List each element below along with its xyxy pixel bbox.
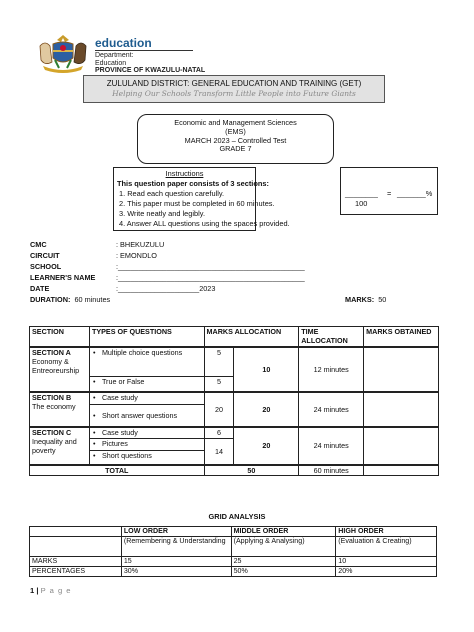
table-row — [30, 427, 439, 439]
grid-analysis-title: GRID ANALYSIS — [208, 512, 266, 521]
district-banner — [83, 75, 385, 103]
question-type: • Pictures — [92, 439, 202, 448]
detail-value: :______________________________________________ — [116, 262, 305, 271]
instruction-item: 3. Write neatly and legibly. — [119, 209, 205, 218]
grid-header-cell — [30, 527, 122, 537]
kzn-coat-of-arms-logo — [35, 32, 91, 74]
header-marks-allocation: MARKS ALLOCATION — [204, 327, 299, 347]
marks-obtained-cell[interactable] — [364, 427, 439, 465]
marks-cell: 14 — [204, 439, 234, 465]
question-type-cell — [89, 377, 204, 392]
section-c-cell — [30, 427, 90, 465]
section-desc: The economy — [32, 401, 76, 411]
detail-value: :____________________2023 — [116, 284, 216, 293]
grid-subheader-low: (Remembering & Understanding — [121, 537, 231, 557]
total-time: 60 minutes — [299, 465, 364, 476]
grid-header-low: LOW ORDER — [121, 527, 231, 537]
grid-cell: 15 — [121, 557, 231, 567]
detail-row-date — [30, 284, 215, 293]
header-time-allocation: TIME ALLOCATION — [299, 327, 364, 347]
page-number: 1 — [30, 586, 35, 595]
instructions-heading: Instructions — [165, 169, 204, 178]
instruction-item: 2. This paper must be completed in 60 minutes. — [119, 199, 275, 208]
instruction-item: 1. Read each question carefully. — [119, 189, 225, 198]
section-total-marks: 20 — [234, 427, 299, 465]
question-type: • Case study — [92, 428, 202, 437]
grid-header-high: HIGH ORDER — [336, 527, 437, 537]
subject-name: Economic and Management Sciences — [174, 118, 297, 127]
score-equals: = — [387, 189, 392, 198]
marks-cell: 6 — [204, 427, 234, 439]
detail-label: SCHOOL — [30, 262, 62, 271]
footer-separator: | — [34, 586, 41, 595]
detail-value: : EMONDLO — [116, 251, 157, 260]
grid-percent-row — [30, 567, 437, 577]
subject-abbrev: (EMS) — [225, 126, 246, 136]
grid-subheader-high: (Evaluation & Creating) — [336, 537, 437, 557]
instructions-box — [113, 167, 290, 231]
score-total: 100 — [355, 199, 368, 208]
section-a-cell — [30, 347, 90, 392]
marks-cell: 5 — [204, 347, 234, 377]
section-time: 24 minutes — [299, 427, 364, 465]
logo-dept-name: Education — [95, 59, 127, 67]
instruction-item: 4. Answer ALL questions using the spaces provided. — [119, 219, 290, 228]
marks-total-row — [345, 295, 386, 304]
logo-divider — [95, 50, 193, 51]
table-row — [30, 347, 439, 377]
detail-label: DATE — [30, 284, 50, 293]
header-question-types: TYPES OF QUESTIONS — [89, 327, 204, 347]
section-desc: Inequality and poverty — [32, 436, 77, 455]
page-label: P a g e — [40, 586, 72, 595]
logo-department-text — [95, 52, 205, 75]
question-type-cell — [89, 451, 204, 465]
detail-label: LEARNER'S NAME — [30, 273, 96, 282]
total-marks: 50 — [204, 465, 299, 476]
question-type: • Multiple choice questions — [92, 348, 202, 357]
logo-wordmark: education — [95, 36, 152, 50]
detail-row-duration — [30, 295, 110, 304]
section-b-cell — [30, 392, 90, 427]
section-time: 24 minutes — [299, 392, 364, 427]
section-time: 12 minutes — [299, 347, 364, 392]
detail-row-learner-name — [30, 273, 305, 282]
header-marks-obtained: MARKS OBTAINED — [364, 327, 439, 347]
duration-value: 60 minutes — [74, 295, 111, 304]
section-name: SECTION A — [32, 347, 71, 357]
question-type: • Short answer questions — [92, 411, 202, 420]
grid-subheader-cell — [30, 537, 122, 557]
section-name: SECTION B — [32, 392, 72, 402]
detail-label: CIRCUIT — [30, 251, 60, 260]
section-desc: Economy & Entreoreurship — [32, 356, 80, 375]
detail-value: :______________________________________________ — [116, 273, 305, 282]
section-total-marks: 20 — [234, 392, 299, 427]
district-title: ZULULAND DISTRICT: GENERAL EDUCATION AND TRAINING (GET) — [106, 79, 362, 88]
test-date: MARCH 2023 – Controlled Test — [184, 135, 287, 145]
question-type: • True or False — [92, 377, 202, 386]
section-name: SECTION C — [32, 427, 72, 437]
marks-cell: 20 — [204, 392, 234, 427]
table-header-row — [30, 327, 439, 347]
grade: GRADE 7 — [219, 144, 252, 154]
question-type-cell — [89, 347, 204, 377]
detail-row-school — [30, 262, 305, 271]
question-type-cell — [89, 405, 204, 427]
grid-subheader-middle: (Applying & Analysing) — [231, 537, 336, 557]
grid-row-label: MARKS — [30, 557, 122, 567]
grid-analysis-table — [29, 526, 437, 577]
grid-cell: 30% — [121, 567, 231, 577]
marks-obtained-cell[interactable] — [364, 347, 439, 392]
instructions-intro: This question paper consists of 3 sections: — [117, 179, 269, 188]
marks-cell: 5 — [204, 377, 234, 392]
question-type: • Case study — [92, 393, 202, 402]
grid-header-row — [30, 527, 437, 537]
grid-marks-row — [30, 557, 437, 567]
total-label: TOTAL — [30, 465, 205, 476]
test-title-box — [137, 114, 334, 164]
total-obtained-cell[interactable] — [364, 465, 439, 476]
question-type-cell — [89, 392, 204, 405]
grid-cell: 20% — [336, 567, 437, 577]
grid-cell: 10 — [336, 557, 437, 567]
question-type-cell — [89, 427, 204, 439]
score-box — [340, 167, 438, 215]
score-percent-blank: _______% — [397, 189, 433, 198]
question-type-cell — [89, 439, 204, 451]
total-row — [30, 465, 439, 476]
logo-province: PROVINCE OF KWAZULU-NATAL — [95, 67, 206, 74]
score-obtained-blank: ________ — [345, 189, 378, 198]
header-section: SECTION — [30, 327, 90, 347]
marks-obtained-cell[interactable] — [364, 392, 439, 427]
district-slogan: Helping Our Schools Transform Little People into Future Giants — [112, 89, 356, 98]
grid-header-middle: MIDDLE ORDER — [231, 527, 336, 537]
marks-label: MARKS: — [345, 295, 375, 304]
marks-value: 50 — [378, 295, 387, 304]
page-footer — [30, 586, 72, 595]
grid-cell: 25 — [231, 557, 336, 567]
detail-value: : BHEKUZULU — [116, 240, 165, 249]
grid-subheader-row — [30, 537, 437, 557]
detail-label: CMC — [30, 240, 47, 249]
duration-label: DURATION: — [30, 295, 71, 304]
detail-row-circuit — [30, 251, 157, 260]
grid-row-label: PERCENTAGES — [30, 567, 122, 577]
section-total-marks: 10 — [234, 347, 299, 392]
logo-dept-label: Department: — [95, 52, 134, 59]
allocation-table — [29, 326, 439, 476]
question-type: • Short questions — [92, 451, 202, 460]
table-row — [30, 392, 439, 405]
detail-row-cmc — [30, 240, 164, 249]
grid-cell: 50% — [231, 567, 336, 577]
